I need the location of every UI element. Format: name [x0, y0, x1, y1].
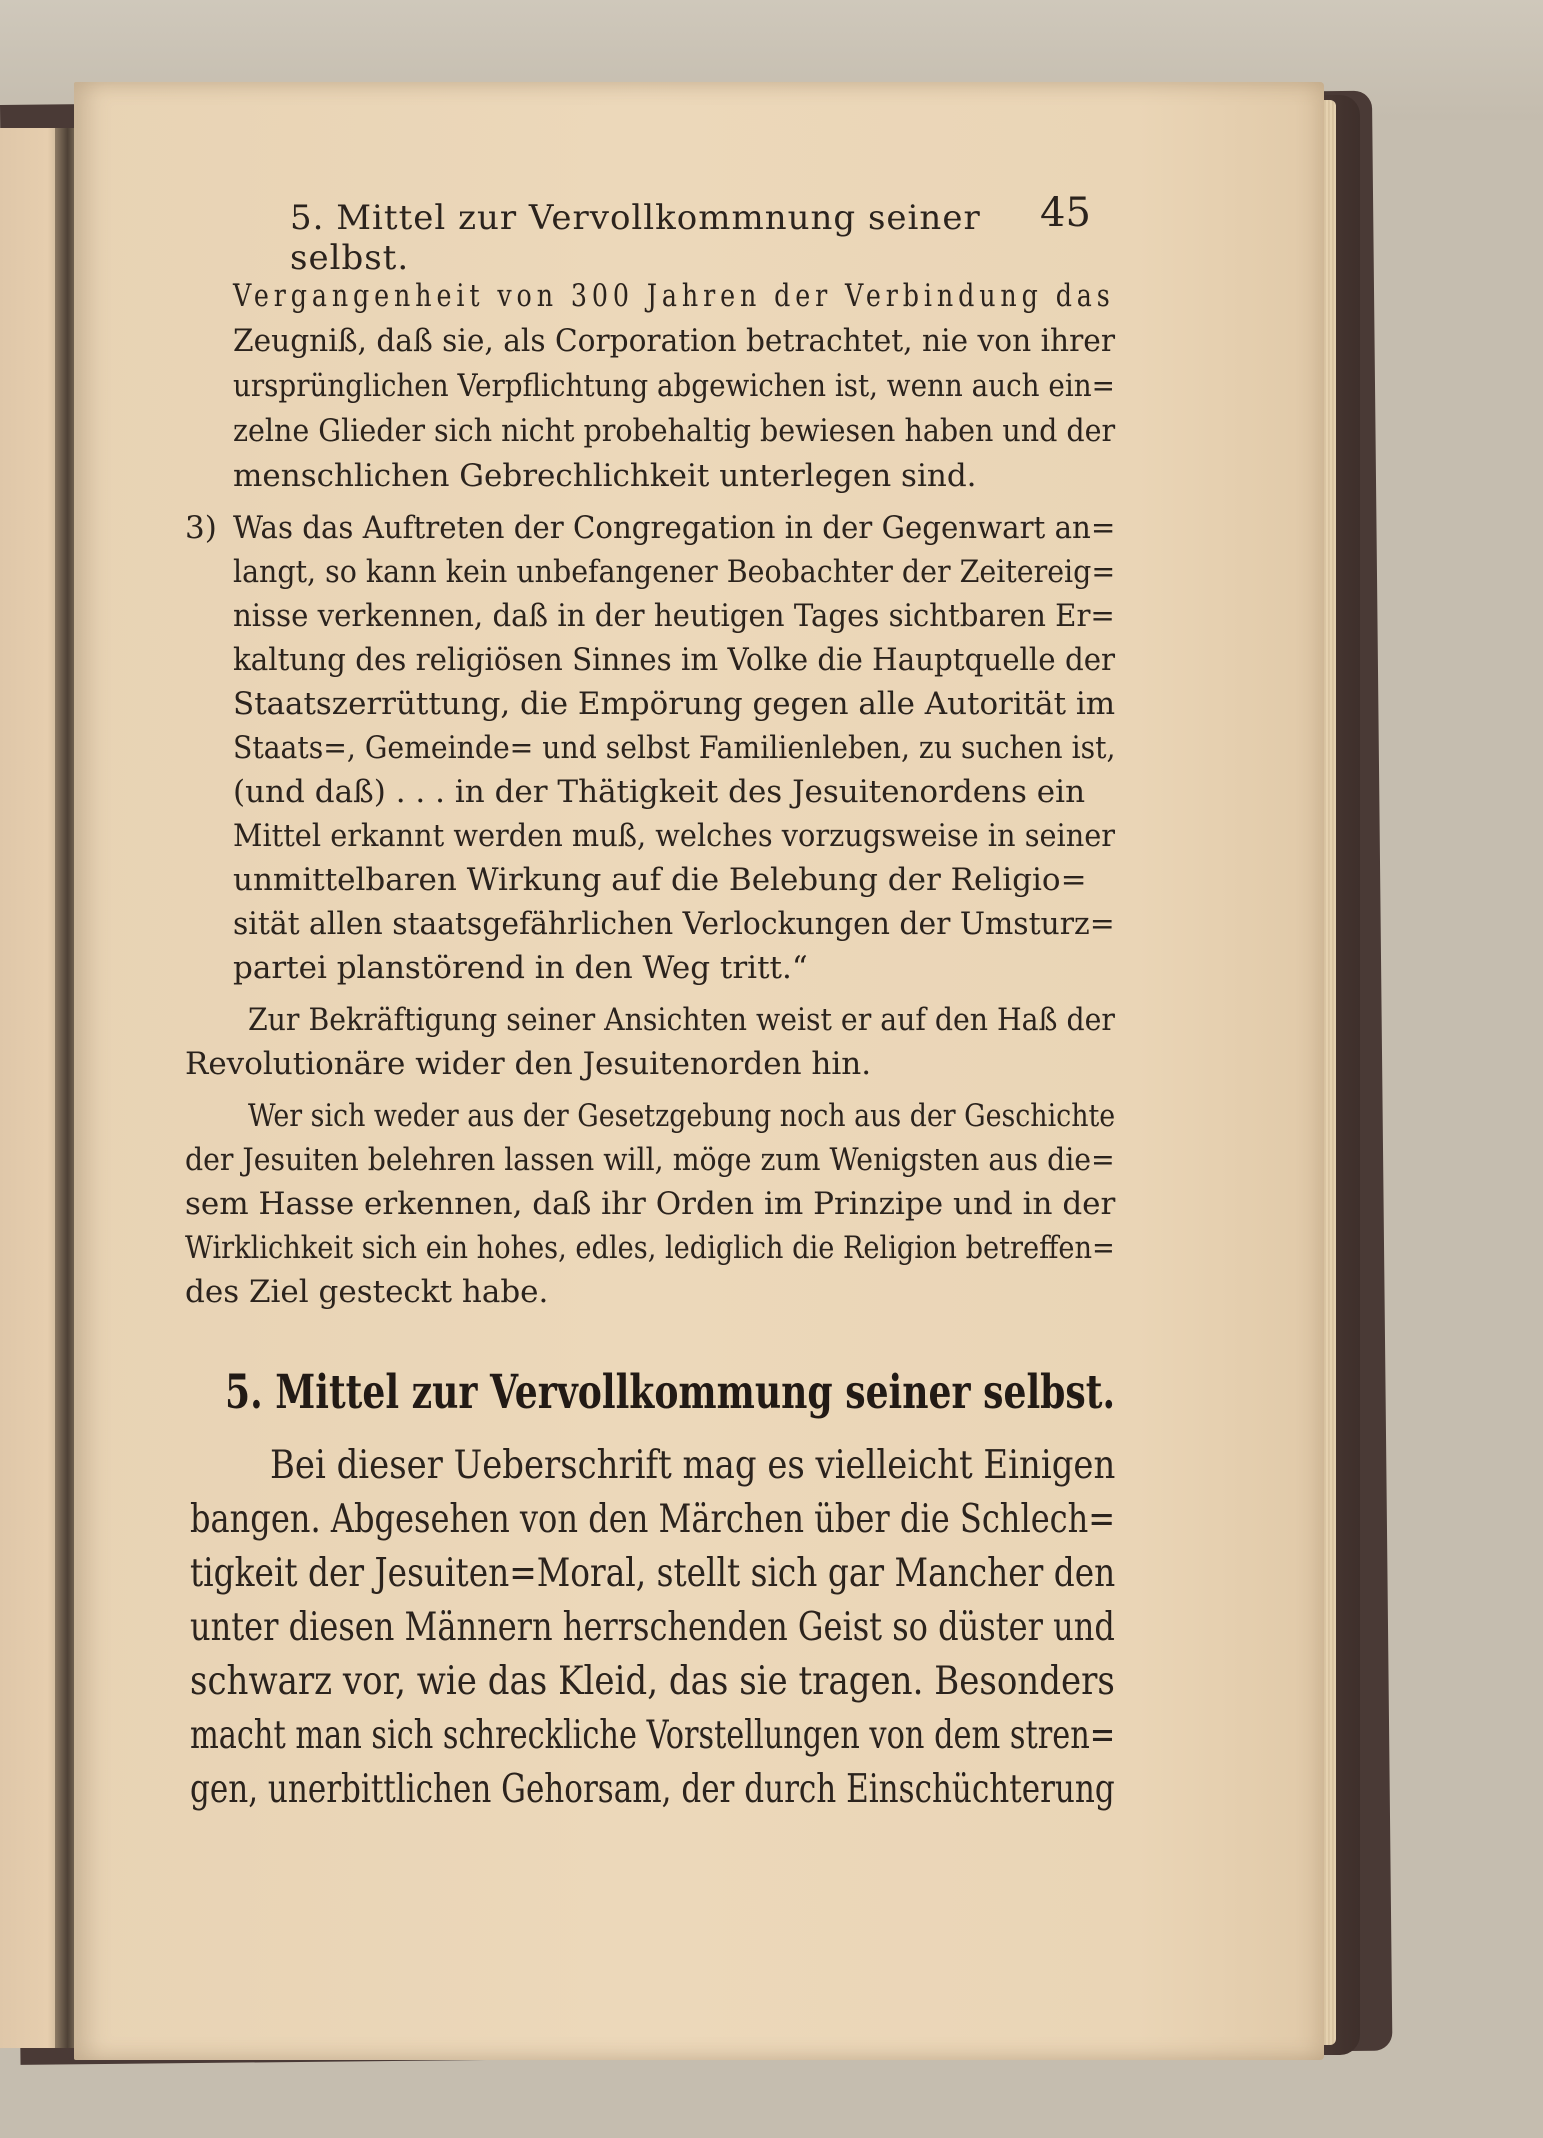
- text-line: schwarz vor, wie das Kleid, das sie tragen. Besonders: [190, 1659, 1115, 1704]
- text-line: zelne Glieder sich nicht probehaltig bewiesen haben und der: [233, 413, 1116, 449]
- text-line: menschlichen Gebrechlichkeit unterlegen sind.: [233, 458, 977, 494]
- text-line: kaltung des religiösen Sinnes im Volke die Hauptquelle der: [233, 642, 1116, 678]
- text-line: Bei dieser Ueberschrift mag es vielleicht Einigen: [270, 1443, 1116, 1488]
- text-line: Was das Auftreten der Congregation in der Gegenwart an=: [233, 510, 1116, 546]
- text-line: gen, unerbittlichen Gehorsam, der durch Einschüchterung: [190, 1767, 1115, 1812]
- text-line: der Jesuiten belehren lassen will, möge zum Wenigsten aus die=: [185, 1142, 1115, 1178]
- text-line: Wirklichkeit sich ein hohes, edles, lediglich die Religion betreffen=: [185, 1230, 1115, 1266]
- text-line: ursprünglichen Verpflichtung abgewichen ist, wenn auch ein=: [233, 368, 1115, 404]
- text-line: (und daß) . . . in der Thätigkeit des Jesuitenordens ein: [233, 774, 1086, 810]
- text-line: Mittel erkannt werden muß, welches vorzugsweise in seiner: [233, 818, 1116, 854]
- section-heading: 5. Mittel zur Vervollkommung seiner selbst.: [225, 1365, 1116, 1420]
- text-line: tigkeit der Jesuiten=Moral, stellt sich gar Mancher den: [190, 1551, 1116, 1596]
- text-line: nisse verkennen, daß in der heutigen Tages sichtbaren Er=: [233, 598, 1115, 634]
- text-line: unter diesen Männern herrschenden Geist so düster und: [190, 1605, 1115, 1650]
- text-line: Zur Bekräftigung seiner Ansichten weist er auf den Haß der: [248, 1002, 1115, 1038]
- text-line: Revolutionäre wider den Jesuitenorden hin.: [185, 1046, 872, 1082]
- running-head: 5. Mittel zur Vervollkommnung seiner selbst.: [290, 198, 981, 278]
- page-number: 45: [1040, 190, 1091, 236]
- text-line: des Ziel gesteckt habe.: [185, 1274, 549, 1310]
- text-line: sität allen staatsgefährlichen Verlockungen der Umsturz=: [233, 906, 1115, 942]
- text-line: Staatszerrüttung, die Empörung gegen alle Autorität im: [233, 686, 1116, 722]
- text-line: Wer sich weder aus der Gesetzgebung noch aus der Geschichte: [248, 1098, 1116, 1134]
- text-line: sem Hasse erkennen, daß ihr Orden im Prinzipe und in der: [185, 1186, 1116, 1222]
- text-line: Zeugniß, daß sie, als Corporation betrachtet, nie von ihrer: [233, 323, 1115, 359]
- text-line: Staats=, Gemeinde= und selbst Familienleben, zu suchen ist,: [233, 730, 1116, 766]
- text-line: partei planstörend in den Weg tritt.“: [233, 950, 808, 986]
- text-line: Vergangenheit von 300 Jahren der Verbindung das: [233, 278, 1115, 314]
- text-line: langt, so kann kein unbefangener Beobachter der Zeitereig=: [233, 554, 1116, 590]
- text-line: unmittelbaren Wirkung auf die Belebung der Religio=: [233, 862, 1087, 898]
- text-line: macht man sich schreckliche Vorstellungen von dem stren=: [190, 1713, 1116, 1758]
- text-line: bangen. Abgesehen von den Märchen über die Schlech=: [190, 1497, 1116, 1542]
- item-number: 3): [185, 510, 217, 546]
